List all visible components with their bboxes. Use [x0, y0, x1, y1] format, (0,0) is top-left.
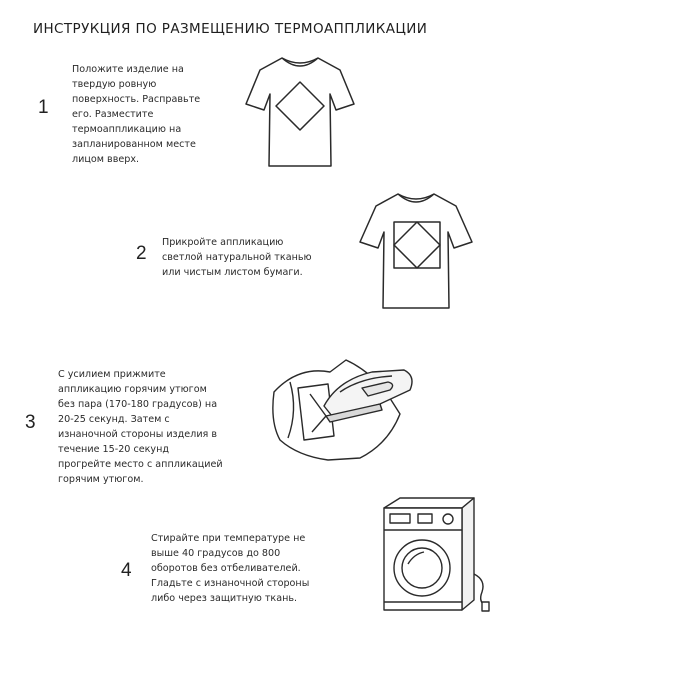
step-2-illustration	[358, 190, 474, 312]
step-3-text: С усилием прижмите аппликацию горячим утюгом без пара (170-180 градусов) на 20-25 секунд. Затем с изнаночной стороны изделия в течение 15-20 секунд прогрейте место с аппликацией горячим утюгом.	[58, 369, 223, 485]
page-title: ИНСТРУКЦИЯ ПО РАЗМЕЩЕНИЮ ТЕРМОАППЛИКАЦИИ	[33, 21, 428, 37]
step-2-number: 2	[136, 243, 147, 264]
step-2-text: Прикройте аппликацию светлой натуральной тканью или чистым листом бумаги.	[162, 237, 312, 278]
t-shirt-icon	[358, 190, 474, 312]
washing-machine-icon	[378, 494, 498, 616]
step-1-illustration	[244, 54, 356, 170]
step-4-illustration	[378, 494, 498, 616]
step-3-number: 3	[25, 412, 36, 433]
step-1-text: Положите изделие на твердую ровную поверхность. Расправьте его. Разместите термоаппликацию на запланированном месте лицом вверх.	[72, 64, 201, 165]
iron-on-shirt-icon	[268, 352, 418, 464]
step-4-text: Стирайте при температуре не выше 40 градусов до 800 оборотов без отбеливателей. Гладьте с изнаночной стороны либо через защитную ткань.	[151, 533, 310, 604]
step-3-illustration	[268, 352, 418, 464]
step-4-number: 4	[121, 560, 132, 581]
t-shirt-icon	[244, 54, 356, 170]
step-1-number: 1	[38, 97, 49, 118]
